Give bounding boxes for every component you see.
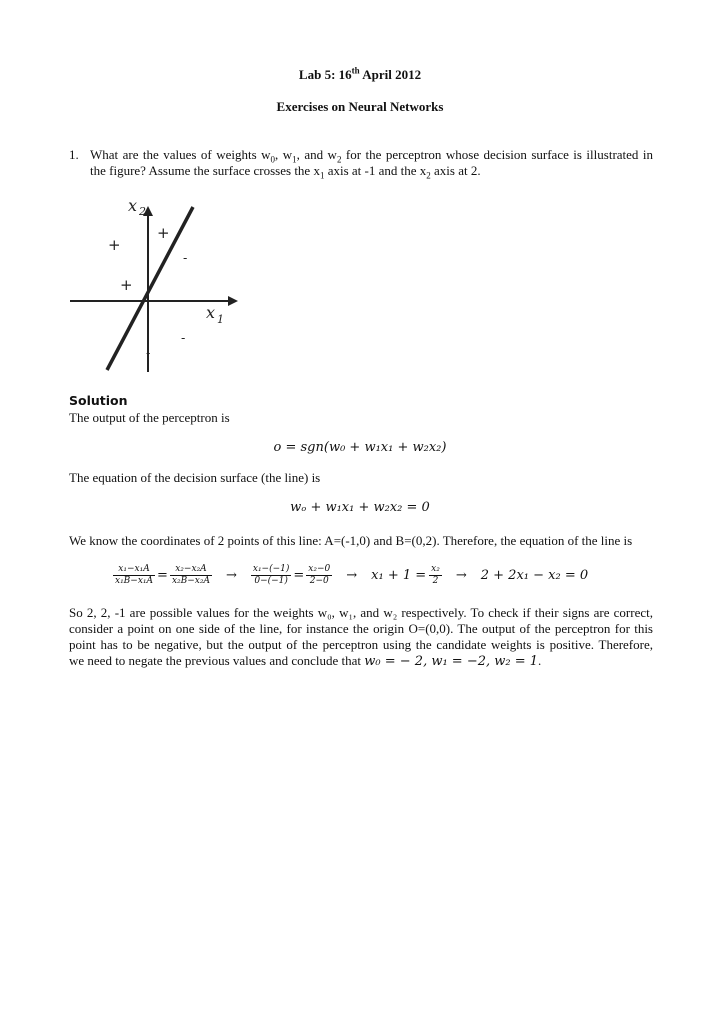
- arrow-icon: →: [455, 567, 467, 583]
- plus-sign: +: [108, 236, 121, 254]
- solution-paragraph-1: The output of the perceptron is: [69, 410, 230, 425]
- solution-paragraph-4-line-1: So 2, 2, -1 are possible values for the weights w₀, w₁, and w₂ respectively. To check if their signs are correct,: [69, 605, 653, 620]
- solution-paragraph-2: The equation of the decision surface (the line) is: [69, 470, 321, 485]
- solution-paragraph-4-line-4: we need to negate the previous values and conclude that w₀ = − 2, w₁ = −2, w₂ = 1.: [69, 653, 542, 669]
- minus-sign: -: [181, 331, 186, 345]
- x1-axis-sub: 1: [217, 313, 224, 326]
- equation-line-derivation: $\frac{\text{x₁−x₁A}}{\text{x₁B−x₁A}}$ = $\frac{\text{x₂−x₂A}}{\text{x₂B−x₂A}}$ → $\frac{\text{x₁−(−1)}}{0-(-1)}$ = $\frac{\text{x₂−0}}{2-0}$ → x₁ + 1 = $\frac{\text{x₂}}{2}$ → 2 + 2x₁ − x₂ = 0: [115, 563, 589, 586]
- document-title: Lab 5: 16th April 2012: [298, 65, 422, 82]
- question-number: 1.: [69, 147, 79, 162]
- solution-heading: Solution: [69, 393, 128, 408]
- equation-perceptron-output: o = sgn(w₀ + w₁x₁ + w₂x₂): [273, 440, 447, 455]
- fraction-2: $\frac{\text{x₂−x₂A}}{\text{x₂B−x₂A}}$: [171, 563, 210, 586]
- fraction-3: $\frac{\text{x₁−(−1)}}{0-(-1)}$: [252, 563, 290, 586]
- fraction-1: $\frac{\text{x₁−x₁A}}{\text{x₁B−x₁A}}$: [115, 563, 154, 586]
- equation-decision-surface: wₒ + w₁x₁ + w₂x₂ = 0: [290, 500, 430, 515]
- plus-sign: +: [120, 276, 133, 294]
- decision-surface-figure: [60, 190, 250, 380]
- solution-paragraph-4-line-2: consider a point on one side of the line, for instance the origin O=(0,0). The output of the perceptron for this: [69, 621, 653, 636]
- minus-sign: -: [183, 251, 188, 265]
- question-line-2: the figure? Assume the surface crosses the $x_1$ axis at -1 and the $x_2$ axis at 2.: [90, 163, 481, 181]
- x2-axis-label: x: [128, 196, 138, 215]
- solution-paragraph-4-line-3: point has to be negative, but the output of the perceptron using the candidate weights is positive. Therefore,: [69, 637, 653, 652]
- question-line-1: What are the values of weights $w_0$, $w_1$, and $w_2$ for the perceptron whose decision surface is illustrated in: [90, 147, 653, 165]
- solution-paragraph-3: We know the coordinates of 2 points of this line: A=(-1,0) and B=(0,2). Therefore, the equation of the line is: [69, 533, 633, 548]
- plus-sign: +: [157, 224, 170, 242]
- arrow-icon: →: [346, 567, 358, 583]
- fraction-4: $\frac{\text{x₂−0}}{2-0}$: [308, 563, 331, 586]
- document-subtitle: Exercises on Neural Networks: [276, 99, 444, 114]
- x2-axis-sub: 2: [139, 205, 146, 218]
- x1-arrow: [228, 296, 238, 306]
- fraction-5: $\frac{\text{x₂}}{2}$: [431, 563, 440, 586]
- x1-axis-label: x: [206, 303, 216, 322]
- minus-sign: -: [146, 346, 151, 360]
- arrow-icon: →: [225, 567, 237, 583]
- final-weights: w₀ = − 2, w₁ = −2, w₂ = 1: [364, 654, 539, 669]
